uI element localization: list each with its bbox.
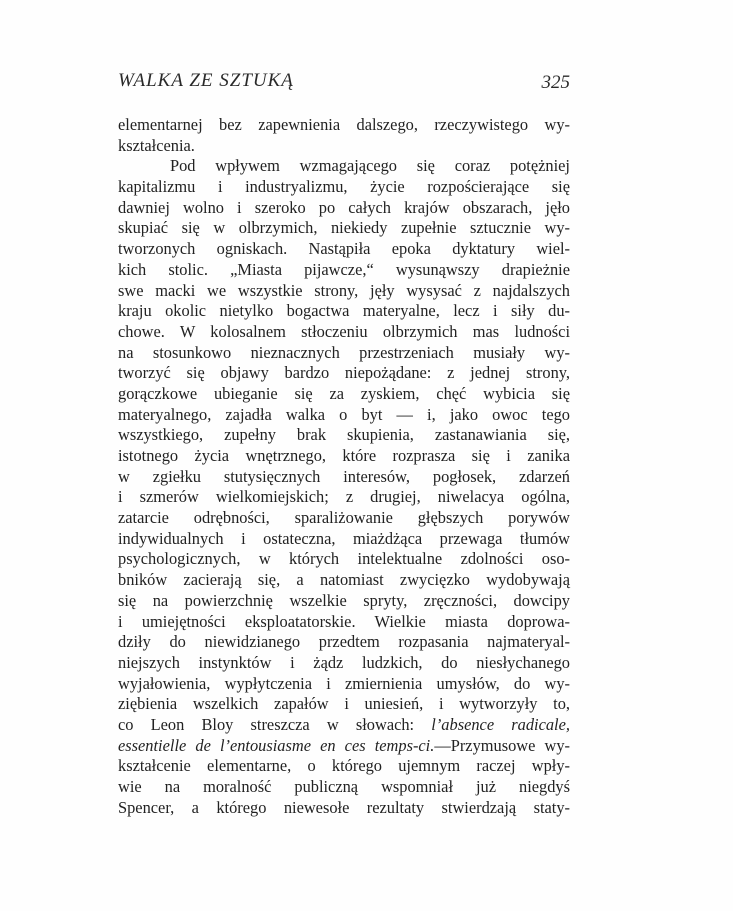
text-line-with-quote [118, 715, 570, 736]
text-line: zatarcie odrębności, sparaliżowanie głębszych porywów [118, 508, 570, 528]
running-head [118, 70, 570, 100]
text-line-with-quote [118, 736, 570, 757]
text-line: kraju okolic nietylko bogactwa materyalne, lecz i siły du- [118, 301, 570, 321]
text-line: kapitalizmu i industryalizmu, życie rozpościerające się [118, 177, 570, 197]
text-line: w zgiełku stutysięcznych interesów, pogłosek, zdarzeń [118, 466, 570, 486]
text-line: gorączkowe ubieganie się za zyskiem, chęć wybicia się [118, 383, 570, 403]
text-line: bników zacierają się, a natomiast zwycięzko wydobywają [118, 570, 570, 590]
text-line: wie na moralność publiczną wspomniał już niegdyś [118, 777, 570, 796]
text-segment: —Przymusowe wy- [434, 735, 571, 755]
text-segment: co Leon Bloy streszcza w słowach: [118, 714, 415, 734]
text-line: się na powierzchnię wszelkie spryty, zręczności, dowcipy [118, 590, 570, 610]
text-line: wszystkiego, zupełny brak skupienia, zastanawiania się, [118, 425, 570, 445]
text-line: swe macki we wszystkie strony, jęły wysysać z najdalszych [118, 280, 570, 300]
text-line: i szmerów wielkomiejskich; z drugiej, niwelacya ogólna, [118, 487, 570, 507]
text-line: kształcenie elementarne, o którego ujemnym raczej wpły- [118, 756, 570, 776]
text-line: ziębienia wszelkich zapałów i uniesień, i wytworzyły to, [118, 694, 570, 714]
text-line: skupiać się w olbrzymich, niekiedy zupełnie sztucznie wy- [118, 218, 570, 238]
text-line: kształcenia. [118, 135, 195, 155]
text-line: tworzonych ogniskach. Nastąpiła epoka dyktatury wiel- [118, 239, 570, 259]
text-line: chowe. W kolosalnem stłoczeniu olbrzymich mas ludności [118, 321, 570, 341]
italic-quote: essentielle de l’entousiasme en ces temps-ci. [118, 735, 435, 755]
text-line: na stosunkowo nieznacznych przestrzeniach musiały wy- [118, 342, 570, 362]
text-line: tworzyć się objawy bardzo niepożądane: z jednej strony, [118, 363, 570, 383]
text-line: dawniej wolno i szeroko po całych krajów obszarach, jęło [118, 197, 570, 217]
text-line: Spencer, a którego niewesołe rezultaty stwierdzają staty- [118, 797, 570, 817]
text-line: Pod wpływem wzmagającego się coraz potężniej [170, 156, 570, 176]
text-line: elementarnej bez zapewnienia dalszego, rzeczywistego wy- [118, 115, 570, 134]
text-line: indywidualnych i ostateczna, miażdżąca przewaga tłumów [118, 528, 570, 548]
text-line: dziły do niewidzianego przedtem rozpasania najmateryal- [118, 632, 570, 652]
text-line: psychologicznych, w których intelektualne zdolności oso- [118, 549, 570, 569]
text-line: materyalnego, zajadła walka o byt — i, jako owoc tego [118, 404, 570, 424]
text-line: wyjałowienia, wypłytczenia i zmiernienia umysłów, do wy- [118, 673, 570, 693]
italic-quote: l’absence radicale, [431, 714, 570, 734]
text-line: i umiejętności eksploatatorskie. Wielkie miasta doprowa- [118, 611, 570, 631]
text-line: niejszych instynktów i żądz ludzkich, do niesłychanego [118, 652, 570, 672]
page-number: 325 [541, 72, 570, 93]
body-text [118, 115, 570, 818]
text-line: istotnego życia wnętrznego, które rozprasza się i zanika [118, 446, 570, 465]
text-line: kich stolic. „Miasta pijawcze,“ wysunąwszy drapieżnie [118, 259, 570, 279]
running-title: WALKA ZE SZTUKĄ [118, 70, 294, 91]
